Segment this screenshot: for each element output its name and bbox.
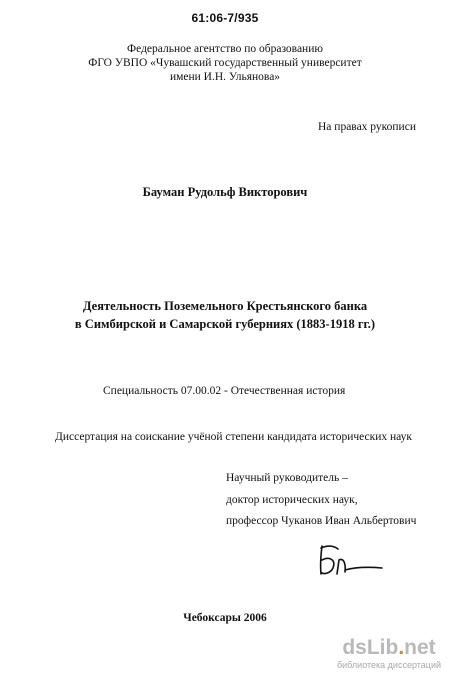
watermark-logo (333, 637, 445, 659)
supervisor-label: Научный руководитель – (226, 472, 348, 484)
specialty-line: Специальность 07.00.02 - Отечественная история (103, 385, 346, 397)
organization-line-1: Федеральное агентство по образованию (127, 43, 323, 55)
dissertation-title-line-2: в Симбирской и Самарской губерниях (1883-1918 гг.) (74, 317, 376, 331)
organization-line-3: имени И.Н. Ульянова» (169, 71, 281, 83)
watermark-subtitle: библиотека диссертаций (336, 660, 441, 670)
rights-note: На правах рукописи (318, 121, 416, 133)
city-year: Чебоксары 2006 (183, 612, 267, 624)
watermark-logo-main: dsLib (342, 636, 399, 659)
catalog-number: 61:06-7/935 (191, 11, 259, 25)
supervisor-name: профессор Чуканов Иван Альбертович (226, 515, 417, 527)
dissertation-title-line-1: Деятельность Поземельного Крестьянского банка (82, 299, 368, 313)
supervisor-degree: доктор исторических наук, (226, 494, 358, 506)
watermark-logo-dot: . (398, 636, 405, 659)
dissertation-degree-note: Диссертация на соискание учёной степени кандидата исторических наук (55, 431, 413, 443)
watermark-logo-tld: net (404, 636, 436, 659)
handwritten-signature (316, 540, 386, 580)
organization-line-2: ФГО УВПО «Чувашский государственный университет (88, 57, 362, 69)
author-name: Бауман Рудольф Викторович (142, 185, 308, 199)
dslib-watermark (333, 637, 445, 670)
